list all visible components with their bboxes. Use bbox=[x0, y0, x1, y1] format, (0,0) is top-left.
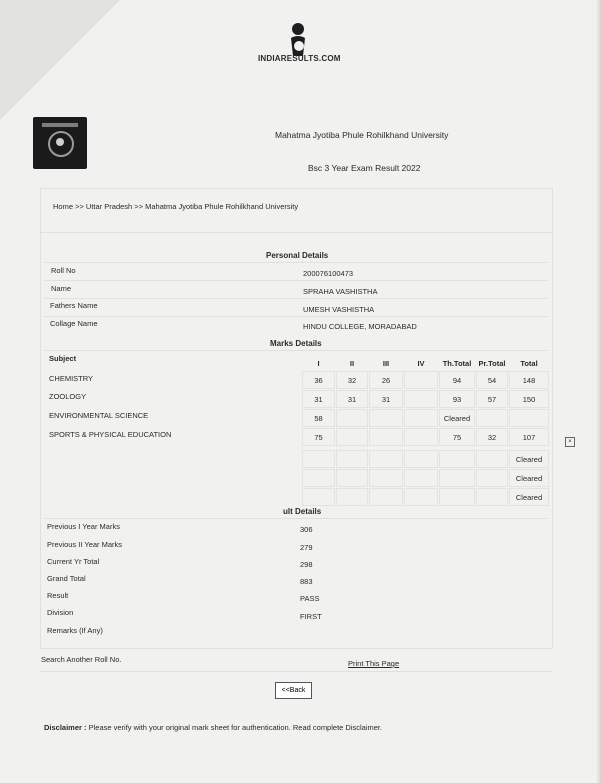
empty-cell bbox=[336, 450, 368, 468]
marks-cell: Cleared bbox=[439, 409, 475, 427]
marks-column-header: Total bbox=[520, 358, 538, 368]
cleared-cell: Cleared bbox=[509, 469, 549, 487]
college-name-label: Collage Name bbox=[50, 319, 98, 328]
current-total-value: 298 bbox=[300, 560, 313, 569]
marks-cell bbox=[404, 428, 438, 446]
marks-cell: 58 bbox=[302, 409, 335, 427]
grand-total-label: Grand Total bbox=[47, 574, 86, 583]
marks-cell: 31 bbox=[336, 390, 368, 408]
marks-cell: 93 bbox=[439, 390, 475, 408]
empty-cell bbox=[404, 488, 438, 506]
marks-cell: 150 bbox=[509, 390, 549, 408]
remarks-label: Remarks (If Any) bbox=[47, 626, 103, 635]
name-value: SPRAHA VASHISTHA bbox=[303, 287, 378, 296]
search-roll-label[interactable]: Search Another Roll No. bbox=[41, 655, 122, 664]
marks-cell bbox=[404, 409, 438, 427]
empty-cell bbox=[302, 469, 335, 487]
marks-cell bbox=[369, 409, 403, 427]
marks-cell: 57 bbox=[476, 390, 508, 408]
subject-name: ZOOLOGY bbox=[49, 392, 87, 401]
empty-cell bbox=[404, 469, 438, 487]
marks-column-header: IV bbox=[417, 358, 425, 368]
marks-cell: 148 bbox=[509, 371, 549, 389]
empty-cell bbox=[302, 450, 335, 468]
site-name[interactable]: INDIARESULTS.COM bbox=[258, 54, 341, 63]
disclaimer bbox=[44, 723, 382, 732]
prev-year1-value: 306 bbox=[300, 525, 313, 534]
marks-cell bbox=[404, 390, 438, 408]
marks-cell: 54 bbox=[476, 371, 508, 389]
university-name: Mahatma Jyotiba Phule Rohilkhand University bbox=[275, 130, 449, 140]
cleared-cell: Cleared bbox=[509, 450, 549, 468]
division-label: Division bbox=[47, 608, 74, 617]
disclaimer-label: Disclaimer : bbox=[44, 723, 87, 732]
subject-name: ENVIRONMENTAL SCIENCE bbox=[49, 411, 149, 420]
marks-cell: 31 bbox=[369, 390, 403, 408]
close-icon[interactable]: × bbox=[565, 437, 575, 447]
marks-column-header: Th.Total bbox=[442, 358, 472, 368]
scan-corner-shadow bbox=[0, 0, 120, 120]
roll-no-value: 200076100473 bbox=[303, 269, 354, 278]
empty-cell bbox=[476, 488, 508, 506]
empty-cell bbox=[404, 450, 438, 468]
marks-details-title: Marks Details bbox=[270, 339, 322, 348]
marks-cell: 107 bbox=[509, 428, 549, 446]
marks-cell: 36 bbox=[302, 371, 335, 389]
disclaimer-text: Please verify with your original mark sheet for authentication. Read complete Disclaimer. bbox=[86, 723, 383, 732]
scan-edge-shadow bbox=[596, 0, 602, 783]
marks-column-header: I bbox=[317, 358, 320, 368]
marks-cell: 32 bbox=[336, 371, 368, 389]
cleared-cell: Cleared bbox=[509, 488, 549, 506]
empty-cell bbox=[439, 488, 475, 506]
empty-cell bbox=[369, 450, 403, 468]
personal-details-title: Personal Details bbox=[266, 251, 329, 260]
marks-column-header: II bbox=[349, 358, 355, 368]
person-globe-icon bbox=[288, 22, 308, 56]
marks-column-header: III bbox=[382, 358, 390, 368]
result-label: Result bbox=[47, 591, 69, 600]
marks-cell bbox=[476, 409, 508, 427]
marks-cell bbox=[336, 409, 368, 427]
empty-cell bbox=[476, 469, 508, 487]
marks-cell: 75 bbox=[439, 428, 475, 446]
print-link[interactable]: Print This Page bbox=[348, 659, 400, 668]
empty-cell bbox=[369, 488, 403, 506]
name-label: Name bbox=[51, 284, 72, 293]
empty-cell bbox=[369, 469, 403, 487]
marks-cell: 75 bbox=[302, 428, 335, 446]
marks-cell: 26 bbox=[369, 371, 403, 389]
prev-year2-value: 279 bbox=[300, 543, 313, 552]
marks-cell bbox=[404, 371, 438, 389]
subject-name: CHEMISTRY bbox=[49, 374, 94, 383]
result-details-title: ult Details bbox=[283, 507, 322, 516]
marks-cell: 94 bbox=[439, 371, 475, 389]
empty-cell bbox=[439, 469, 475, 487]
empty-cell bbox=[476, 450, 508, 468]
empty-cell bbox=[302, 488, 335, 506]
result-value: PASS bbox=[300, 594, 320, 603]
marks-cell bbox=[509, 409, 549, 427]
back-button[interactable]: <<Back bbox=[275, 682, 312, 699]
prev-year1-label: Previous I Year Marks bbox=[47, 522, 120, 531]
university-crest-icon bbox=[33, 117, 87, 169]
breadcrumb[interactable]: Home >> Uttar Pradesh >> Mahatma Jyotiba Phule Rohilkhand University bbox=[53, 202, 299, 211]
marks-cell: 31 bbox=[302, 390, 335, 408]
marks-cell: 32 bbox=[476, 428, 508, 446]
current-total-label: Current Yr Total bbox=[47, 557, 100, 566]
empty-cell bbox=[439, 450, 475, 468]
empty-cell bbox=[336, 469, 368, 487]
roll-no-label: Roll No bbox=[51, 266, 76, 275]
fathers-name-value: UMESH VASHISTHA bbox=[303, 305, 375, 314]
subject-name: SPORTS & PHYSICAL EDUCATION bbox=[49, 430, 172, 439]
marks-cell bbox=[369, 428, 403, 446]
marks-cell bbox=[336, 428, 368, 446]
empty-cell bbox=[336, 488, 368, 506]
division-value: FIRST bbox=[300, 612, 322, 621]
exam-title: Bsc 3 Year Exam Result 2022 bbox=[308, 163, 421, 173]
marks-column-header: Pr.Total bbox=[478, 358, 506, 368]
prev-year2-label: Previous II Year Marks bbox=[47, 540, 123, 549]
college-name-value: HINDU COLLEGE, MORADABAD bbox=[303, 322, 417, 331]
grand-total-value: 883 bbox=[300, 577, 313, 586]
fathers-name-label: Fathers Name bbox=[50, 301, 98, 310]
subject-header: Subject bbox=[49, 354, 77, 363]
